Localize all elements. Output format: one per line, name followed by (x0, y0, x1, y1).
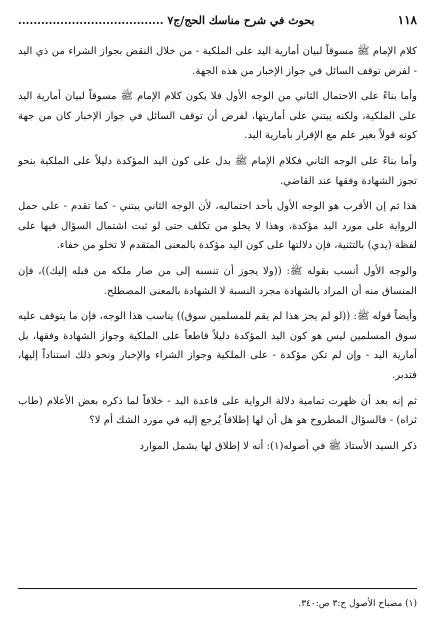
footnotes (18, 588, 417, 611)
paragraph: وأما بناءً على الاحتمال الثاني من الوجه الأول فلا يكون كلام الإمام ﷺ مسوقاً لبيان أمارية اليد على الملكية، ولكنه يبتني على أماريتها، لفرض أن توقف السائل في جواز الإخبار كان من جهة كونه قولاً بغير علم مع الإقرار بأمارية اليد. (18, 91, 417, 142)
paragraph: كلام الإمام ﷺ مسوقاً لبيان أمارية اليد على الملكية - من خلال النقض بجواز الشراء من ذي اليد - لفرض توقف السائل في جواز الإخبار من هذه الجهة. (18, 46, 417, 77)
page-number: ١١٨ (397, 13, 417, 27)
paragraph: هذا ثم إن الأقرب هو الوجه الأول بأحد احتماليه، لأن الوجه الثاني يبتني - كما تقدم - على حمل الرواية على مورد اليد مؤكدة، وهذا لا يخلو من تكلف حتى لو ثبت اشتمال السؤال فيها على لفظة (يدي) بالتثنية، فإن دلالتها على كون اليد مؤكدة بالمعنى المتقدم لا تخلو من خفاء. (18, 201, 417, 252)
footnote: (١) مصباح الأصول ج:٣ ص:٣٤٠. (298, 599, 417, 609)
running-header (18, 12, 417, 30)
paragraph: وأما بناءً على الوجه الثاني فكلام الإمام ﷺ يدل على كون اليد المؤكدة دليلاً على الملكية بنحو تجوز الشهادة وفقها عند القاضي. (18, 155, 417, 187)
paragraph: وأيضاً قوله ﷺ: ((لو لم يجز هذا لم يقم للمسلمين سوق)) يناسب هذا الوجه، فإن ما يتوقف عليه سوق المسلمين ليس هو كون اليد المؤكدة دليلاً قاطعاً على الملكية وجواز الشهادة وفقها، بل أمارية اليد - وإن لم تكن مؤكدة - على الملكية وجواز الشراء والإخبار ونحو ذلك استناداً إليها، فتدبر. (18, 311, 417, 381)
running-title: بحوث في شرح مناسك الحج/ج٧ ...................................... (18, 14, 315, 27)
paragraph: ثم إنه بعد أن ظهرت تمامية دلالة الرواية على قاعدة اليد - خلافاً لما ذكره بعض الأعلام (طاب ثراه) - فالسؤال المطروح هو هل أن لها إطلاقاً يُرجع إليه في مورد الشك أم لا؟ (18, 395, 417, 427)
paragraph: ذكر السيد الأستاذ ﷺ في أصوله(١): أنه لا إطلاق لها يشمل الموارد (139, 440, 417, 452)
body-text (18, 42, 417, 456)
paragraph: والوجه الأول أنسب بقوله ﷺ: ((ولا يجوز أن تنسبه إلى من صار ملكه من قبله إليك))، فإن المنساق منه أن المراد بالشهادة مجرد النسبة لا الشهادة بالمعنى المصطلح. (18, 265, 417, 297)
